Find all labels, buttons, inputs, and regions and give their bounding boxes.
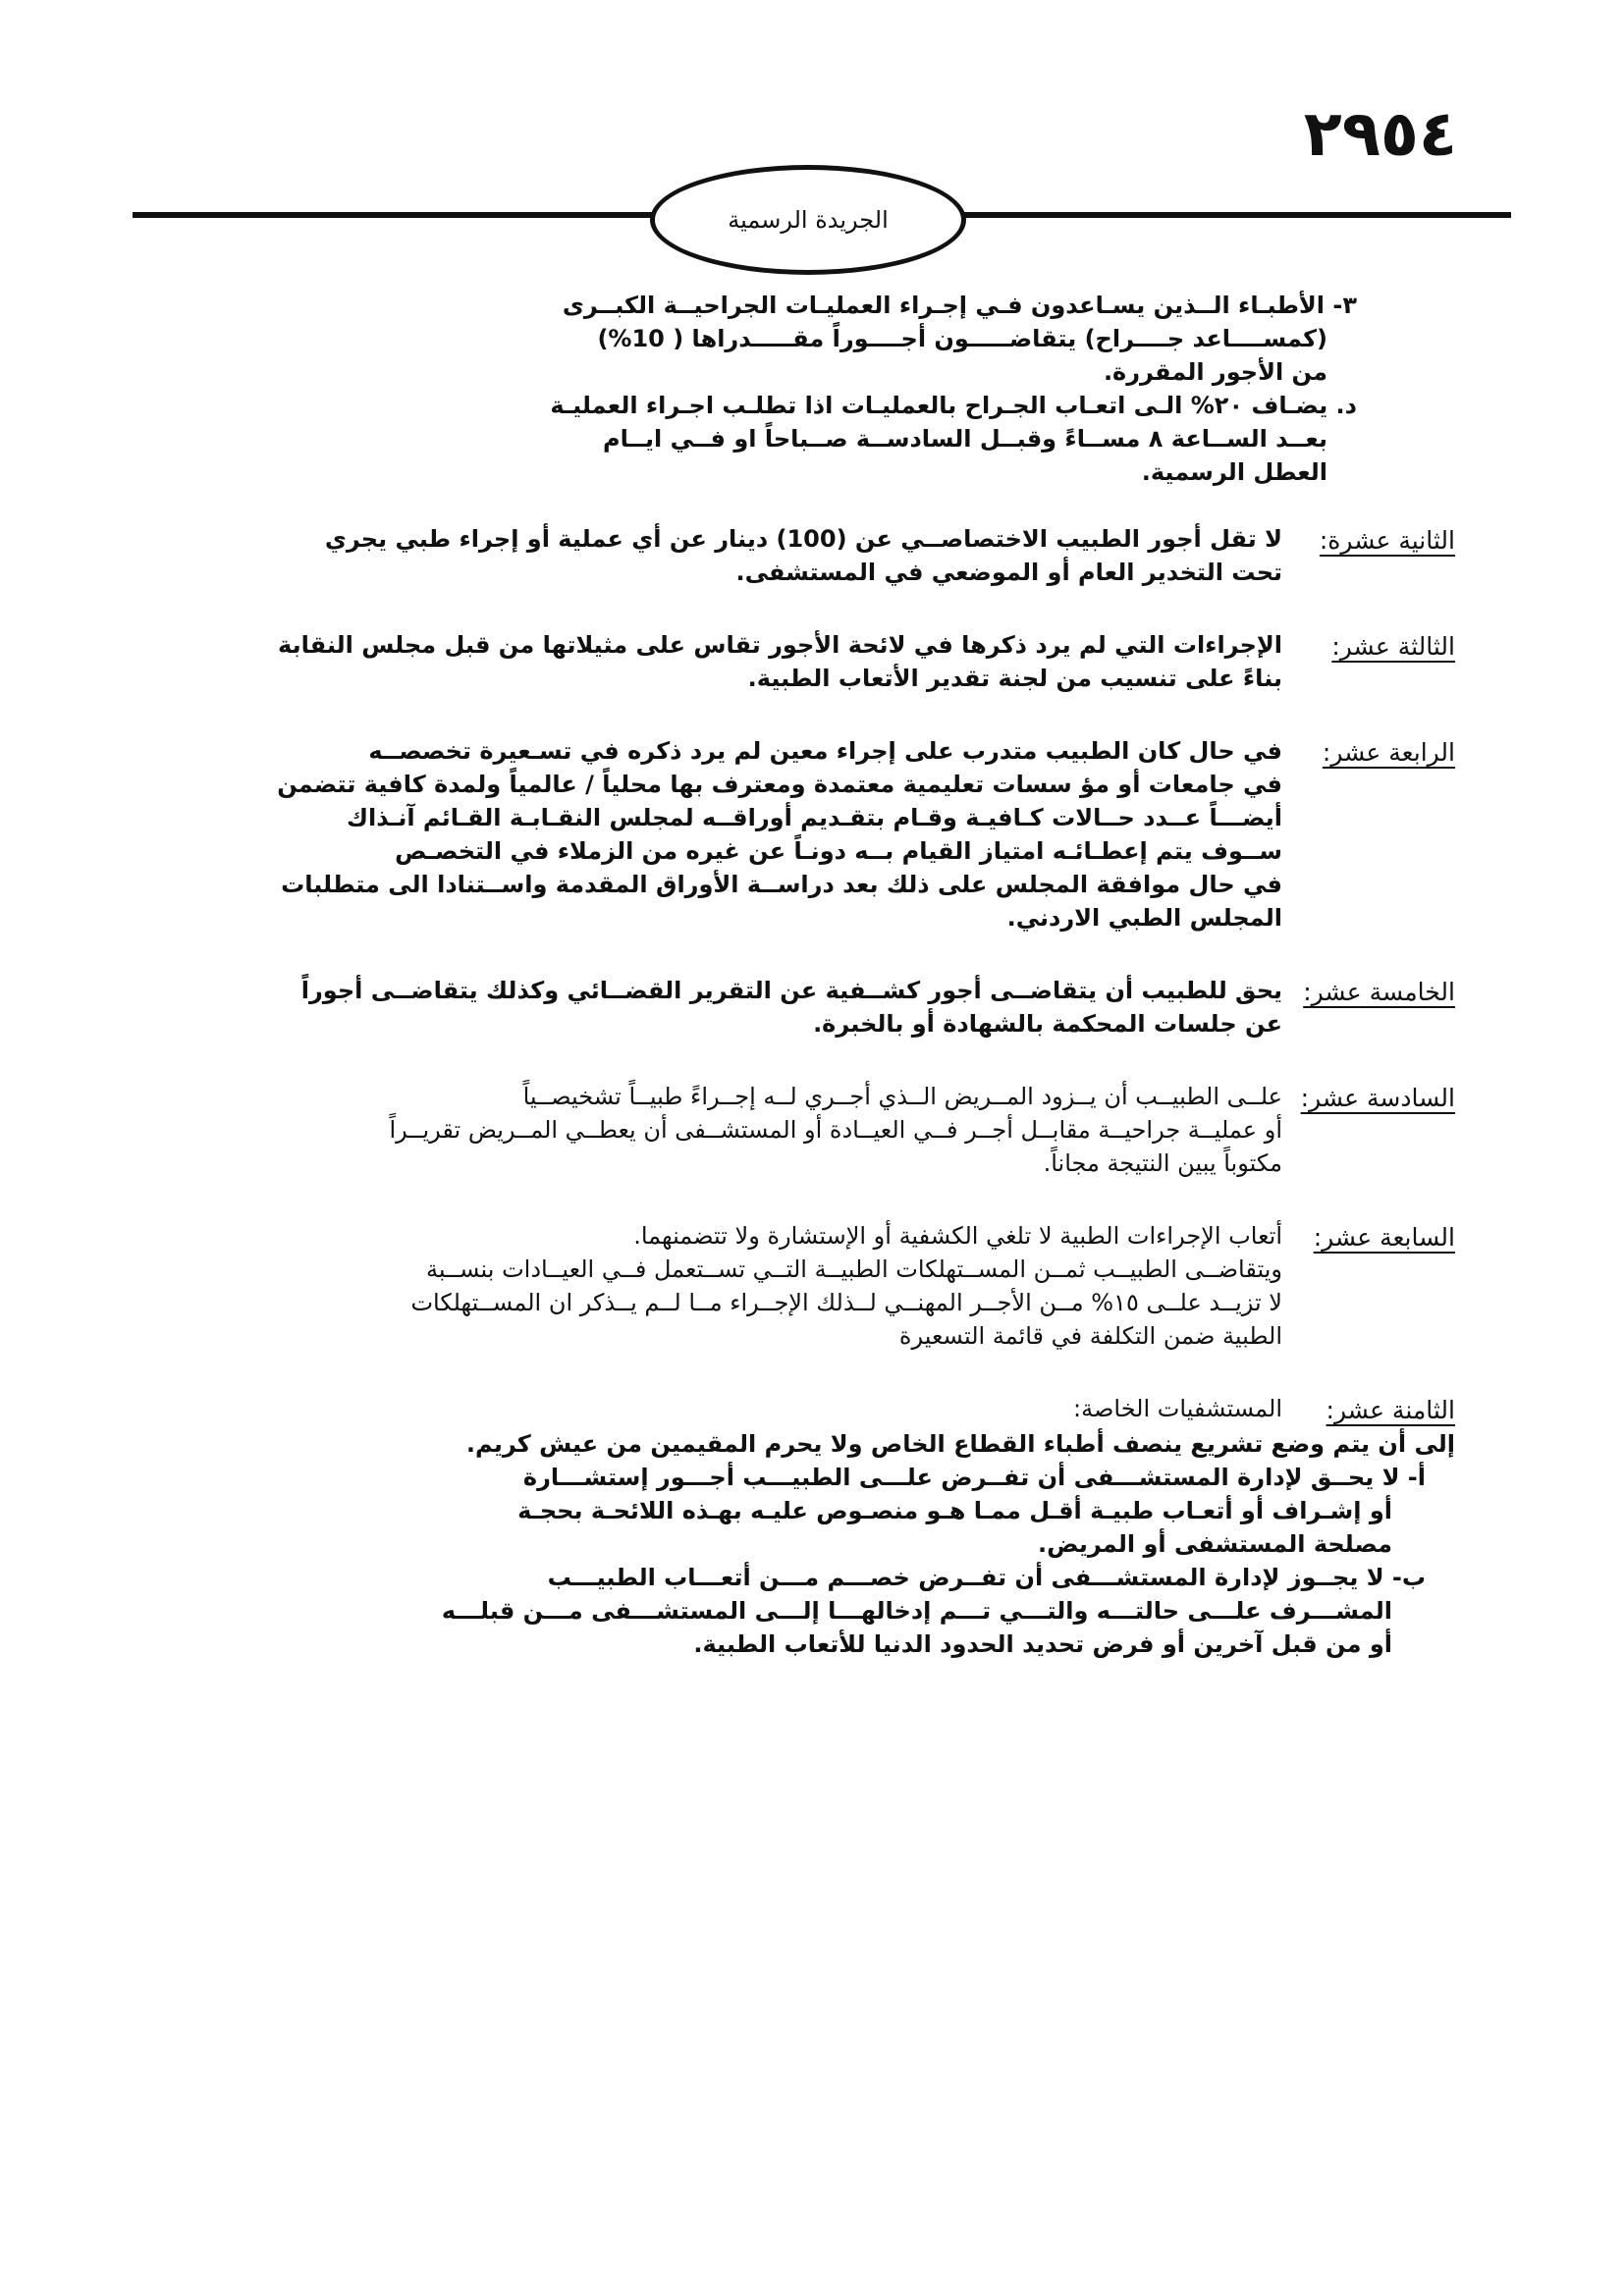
article-line: يحق للطبيب أن يتقاضــى أجور كشــفية عن التقرير القضــائي وكذلك يتقاضــى أجوراً [300,977,1282,1004]
article-line: لا تقل أجور الطبيب الاختصاصــي عن (100) دينار عن أي عملية أو إجراء طبي يجري [324,525,1282,553]
page-number: ٢٩٥٤ [1303,98,1457,171]
item-d-line-3: العطل الرسمية. [1141,458,1327,486]
article-lead: إلى أن يتم وضع تشريع ينصف أطباء القطاع الخاص ولا يحرم المقيمين من عيش كريم. [465,1430,1455,1458]
article-line: لا تزيــد علــى ١٥% مــن الأجــر المهنــي لــذلك الإجــراء مــا لــم يــذكر ان المســتهلكات [410,1289,1282,1316]
sub-item-a-line: أ- لا يحــق لإدارة المستشـــفى أن تفــرض علـــى الطبيـــب أجـــور إستشـــارة [522,1464,1426,1491]
article-18-body [196,1427,1455,1661]
article-text [196,1219,1282,1353]
article-16 [196,1080,1455,1180]
article-text [196,522,1282,589]
article-label: السادسة عشر: [1300,1084,1455,1112]
item-3-line-2: (كمســــاعد جــــراح) يتقاضـــــون أجــــوراً مقـــــدراها ( 10%) [597,325,1327,352]
article-line: أتعاب الإجراءات الطبية لا تلغي الكشفية أو الإستشارة ولا تتضمنهما. [633,1222,1282,1250]
document-body [196,289,1455,1661]
item-3-line-1: ٣- الأطبـاء الــذين يسـاعدون فـي إجـراء العمليـات الجراحيــة الكبــرى [562,292,1357,319]
article-label: الخامسة عشر: [1303,978,1455,1006]
article-label: الرابعة عشر: [1322,738,1455,767]
item-3-line-3: من الأجور المقررة. [1103,358,1327,386]
article-heading: المستشفيات الخاصة: [1073,1395,1282,1422]
article-line: المجلس الطبي الاردني. [1006,904,1282,932]
article-text [196,1392,1282,1427]
article-text [196,628,1282,695]
article-line: الإجراءات التي لم يرد ذكرها في لائحة الأجور تقاس على مثيلاتها من قبل مجلس النقابة [278,631,1282,659]
article-12 [196,522,1455,589]
article-text [196,1080,1282,1180]
sub-item-b-line: المشـــرف علـــى حالتـــه والتـــي تـــم إدخالهـــا إلـــى المستشـــفى مـــن قبلـــه [441,1597,1392,1625]
article-line: تحت التخدير العام أو الموضعي في المستشفى. [735,559,1282,586]
article-14 [196,734,1455,934]
article-label: الثانية عشرة: [1319,526,1455,555]
article-line: عن جلسات المحكمة بالشهادة أو بالخبرة. [813,1010,1282,1038]
sub-item-b-line: ب- لا يجــوز لإدارة المستشـــفى أن تفــرض خصـــم مـــن أتعـــاب الطبيـــب [547,1564,1426,1591]
item-d-line-1: د. يضـاف ٢٠% الـى اتعـاب الجـراح بالعمليـات اذا تطلـب اجـراء العمليـة [550,392,1357,419]
article-line: أيضـــاً عــدد حــالات كـافيـة وقـام بتقـديم أوراقــه لمجلس النقـابـة القـائم آنـذاك [347,804,1282,831]
article-18 [196,1392,1455,1427]
article-label: السابعة عشر: [1313,1223,1455,1252]
sub-item-a-line: مصلحة المستشفى أو المريض. [1037,1530,1392,1558]
article-line: الطبية ضمن التكلفة في قائمة التسعيرة [898,1322,1282,1350]
article-line: ويتقاضــى الطبيــب ثمــن المســتهلكات الطبيــة التــي تســتعمل فــي العيــادات بنســبة [425,1255,1282,1283]
article-13 [196,628,1455,695]
article-label: الثالثة عشر: [1331,632,1455,661]
article-line: في جامعات أو مؤ سسات تعليمية معتمدة ومعترف بها محلياً / عالمياً ولمدة كافية تتضمن [277,771,1282,798]
article-label: الثامنة عشر: [1326,1396,1455,1424]
article-17 [196,1219,1455,1353]
article-18-subitems [196,1461,1426,1661]
article-line: مكتوباً يبين النتيجة مجاناً. [1043,1149,1282,1177]
article-line: علــى الطبيــب أن يــزود المــريض الــذي أجــري لــه إجــراءً طبيــاً تشخيصــياً [522,1083,1282,1110]
gazette-masthead [650,165,966,275]
sub-item-b-line: أو من قبل آخرين أو فرض تحديد الحدود الدنيا للأتعاب الطبية. [693,1630,1392,1658]
continued-items [196,289,1357,489]
article-text [196,974,1282,1041]
article-line: ســوف يتم إعطـائـه امتياز القيام بــه دونـاً عن غيره من الزملاء في التخصـص [395,837,1282,865]
sub-item-a-line: أو إشـراف أو أتعـاب طبيـة أقـل ممـا هـو منصـوص عليـه بهـذه اللائحـة بحجـة [517,1497,1392,1524]
item-d-line-2: بعــد الســاعة ٨ مســاءً وقبــل السادســة صــباحاً او فــي ايــام [602,425,1327,453]
gazette-title: الجريدة الرسمية [728,206,889,234]
article-line: في حال كان الطبيب متدرب على إجراء معين لم يرد ذكره في تسـعيرة تخصصــه [368,737,1282,765]
article-15 [196,974,1455,1041]
article-text [196,734,1282,934]
article-line: في حال موافقة المجلس على ذلك بعد دراســة الأوراق المقدمة واســتنادا الى متطلبات [281,871,1282,898]
article-line: بناءً على تنسيب من لجنة تقدير الأتعاب الطبية. [747,665,1282,692]
article-line: أو عمليــة جراحيــة مقابــل أجــر فــي العيــادة أو المستشــفى أن يعطــي المــريض تقريــراً [389,1116,1282,1144]
